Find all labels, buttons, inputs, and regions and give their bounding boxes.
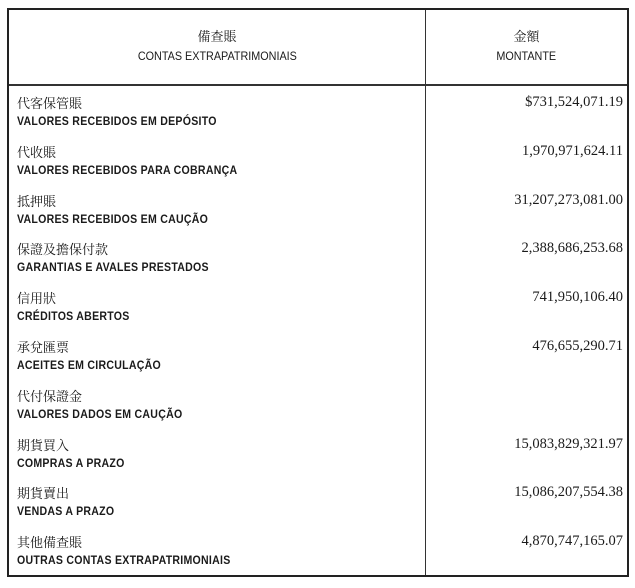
table-row xyxy=(9,234,627,283)
account-name-zh: 代收賬 xyxy=(17,145,57,161)
table-row xyxy=(9,478,627,527)
header-divider xyxy=(9,84,627,86)
account-name-zh: 承兌匯票 xyxy=(17,341,70,356)
account-name-zh: 期貨賣出 xyxy=(17,487,70,503)
account-name-zh: 抵押賬 xyxy=(17,194,57,210)
header-amount-zh: 金額 xyxy=(513,30,540,45)
amount: 15,086,207,554.38 xyxy=(514,484,623,501)
amount: 4,870,747,165.07 xyxy=(521,533,623,550)
table-row xyxy=(9,283,627,332)
header-amount-pt: MONTANTE xyxy=(496,49,557,63)
table-row xyxy=(9,137,627,186)
account-name-zh: 信用狀 xyxy=(17,292,57,308)
amount: $731,524,071.19 xyxy=(525,94,623,110)
off-balance-sheet-table xyxy=(7,8,629,577)
account-name-pt: VALORES RECEBIDOS EM DEPÓSITO xyxy=(17,114,217,128)
header-account xyxy=(9,10,425,84)
account-name-pt: OUTRAS CONTAS EXTRAPATRIMONIAIS xyxy=(17,553,231,568)
account-name-zh: 期貨買入 xyxy=(17,438,70,454)
table-row xyxy=(9,88,627,137)
header-amount xyxy=(426,10,627,84)
account-name-pt: COMPRAS A PRAZO xyxy=(17,455,125,470)
amount: 2,388,686,253.68 xyxy=(521,240,623,257)
amount: 1,970,971,624.11 xyxy=(522,142,623,159)
header-account-zh: 備查賬 xyxy=(197,30,237,45)
table-row xyxy=(9,381,627,430)
account-name-pt: VALORES RECEBIDOS PARA COBRANÇA xyxy=(17,162,238,177)
header-account-pt: CONTAS EXTRAPATRIMONIAIS xyxy=(137,49,297,63)
amount: 741,950,106.40 xyxy=(532,289,623,306)
table-row xyxy=(9,186,627,235)
account-name-pt: GARANTIAS E AVALES PRESTADOS xyxy=(17,260,209,275)
table-row xyxy=(9,430,627,479)
account-name-pt: VALORES DADOS EM CAUÇÃO xyxy=(17,406,183,421)
account-name-pt: VALORES RECEBIDOS EM CAUÇÃO xyxy=(17,211,209,226)
account-name-pt: VENDAS A PRAZO xyxy=(17,504,115,519)
account-name-pt: ACEITES EM CIRCULAÇÃO xyxy=(17,358,162,372)
account-name-zh: 代客保管賬 xyxy=(17,97,83,112)
table-row xyxy=(9,527,627,576)
table-row xyxy=(9,332,627,381)
account-name-zh: 保證及擔保付款 xyxy=(17,243,109,259)
account-name-pt: CRÉDITOS ABERTOS xyxy=(17,309,130,324)
amount: 476,655,290.71 xyxy=(532,338,623,354)
account-name-zh: 代付保證金 xyxy=(17,389,83,405)
account-name-zh: 其他備查賬 xyxy=(17,536,83,552)
amount: 31,207,273,081.00 xyxy=(514,191,623,208)
amount: 15,083,829,321.97 xyxy=(514,435,623,452)
